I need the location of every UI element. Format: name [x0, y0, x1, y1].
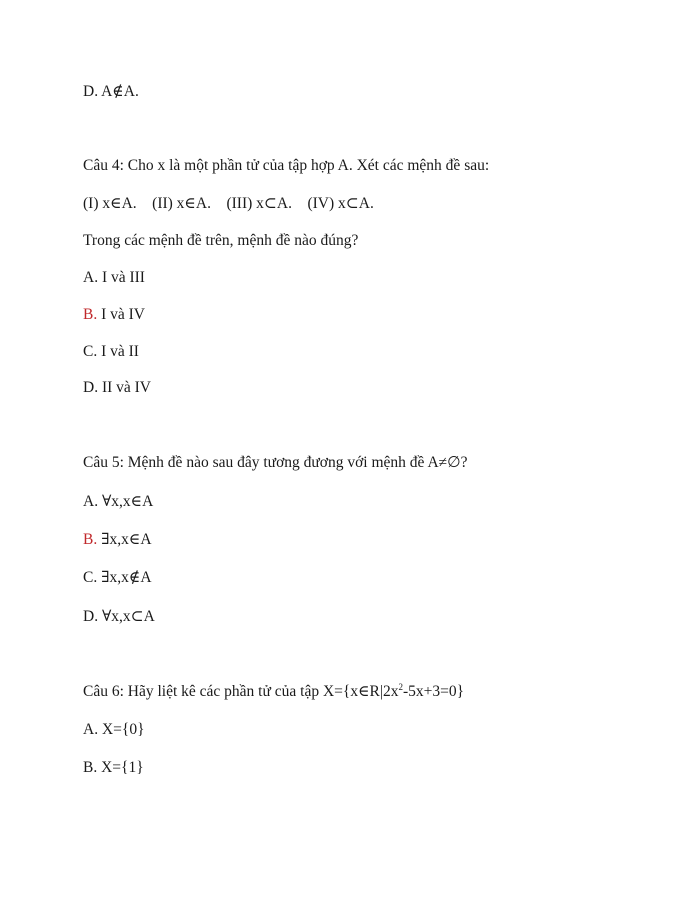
question-4-option-c: C. I và II	[83, 343, 139, 360]
previous-option-d: D. A∉A.	[83, 83, 139, 100]
question-6-option-a: A. X={0}	[83, 721, 145, 738]
option-text: I và IV	[97, 306, 145, 323]
question-5-option-a: A. ∀x,x∈A	[83, 493, 154, 510]
title-text-end: -5x+3=0}	[403, 683, 465, 700]
question-4-propositions: (I) x∈A. (II) x∈A. (III) x⊂A. (IV) x⊂A.	[83, 195, 374, 212]
question-6-title	[83, 682, 464, 702]
question-4-title: Câu 4: Cho x là một phần tử của tập hợp A. Xét các mệnh đề sau:	[83, 157, 490, 174]
exponent: 2	[398, 682, 403, 692]
question-5-option-b	[83, 530, 152, 550]
question-5-title: Câu 5: Mệnh đề nào sau đây tương đương với mệnh đề A≠∅?	[83, 454, 468, 471]
title-text: Câu 6: Hãy liệt kê các phần tử của tập X={x∈R|2x	[83, 683, 399, 700]
question-4-option-d: D. II và IV	[83, 379, 152, 396]
question-6-option-b: B. X={1}	[83, 759, 144, 776]
correct-answer-label: B.	[83, 306, 98, 323]
option-text: ∃x,x∈A	[97, 531, 152, 548]
question-4-prompt: Trong các mệnh đề trên, mệnh đề nào đúng?	[83, 232, 359, 249]
question-4-option-b	[83, 305, 145, 325]
question-4-option-a: A. I và III	[83, 269, 145, 286]
correct-answer-label: B.	[83, 531, 98, 548]
question-5-option-c: C. ∃x,x∉A	[83, 569, 152, 586]
question-5-option-d: D. ∀x,x⊂A	[83, 608, 155, 625]
